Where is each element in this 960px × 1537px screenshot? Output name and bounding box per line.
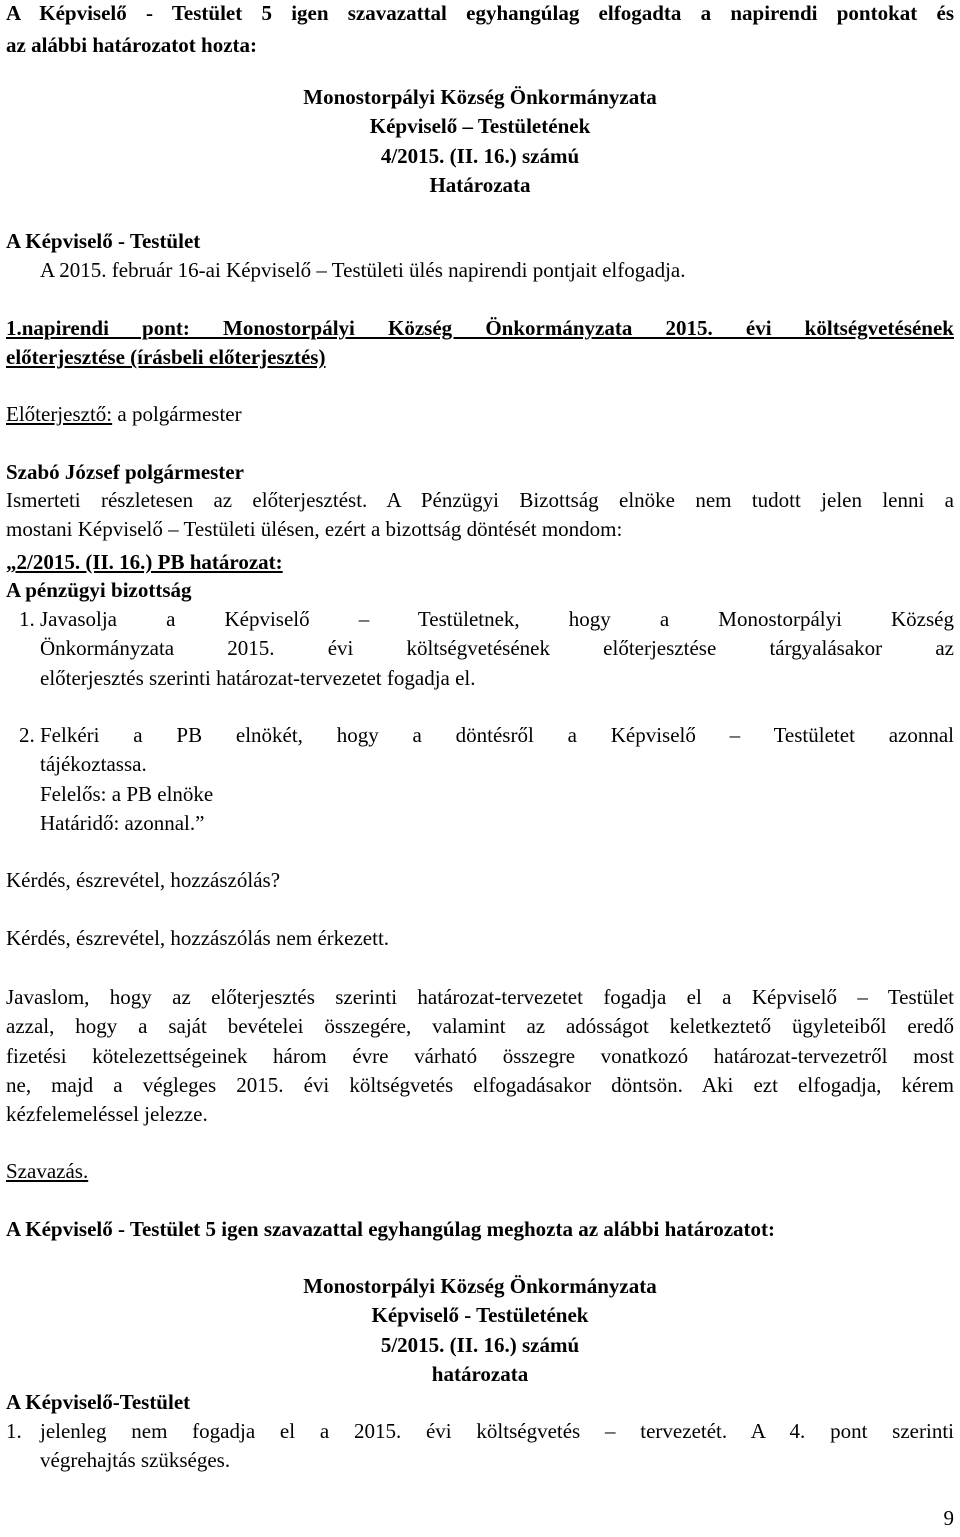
proposal-line-3: fizetési kötelezettségeinek három évre várható összegre vonatkozó határozat-tervezetről most	[6, 1043, 954, 1068]
discussion-none: Kérdés, észrevétel, hozzászólás nem érkezett.	[6, 926, 390, 950]
presenter-line	[6, 401, 954, 427]
resolution-1-heading-1: Monostorpályi Község Önkormányzata	[303, 85, 657, 109]
proposal-line-2: azzal, hogy a saját bevételei összegére, valamint az adósságot keletkeztető ügyleteiből eredő	[6, 1014, 954, 1039]
pb-point-2-line-3: Felelős: a PB elnöke	[40, 781, 214, 806]
pb-resolution-title: „2/2015. (II. 16.) PB határozat:	[6, 550, 283, 574]
resolution-2-heading-1: Monostorpályi Község Önkormányzata	[303, 1274, 657, 1298]
presenter-label: Előterjesztő:	[6, 402, 113, 426]
proposal-line-5: kézfelemeléssel jelezze.	[6, 1102, 208, 1126]
vote-label: Szavazás.	[6, 1159, 89, 1183]
resolution-2-body-title: A Képviselő-Testület	[6, 1390, 191, 1414]
vote-result: A Képviselő - Testület 5 igen szavazattal egyhangúlag meghozta az alábbi határozatot:	[6, 1217, 775, 1241]
resolution-1-body-title: A Képviselő - Testület	[6, 229, 201, 253]
agenda-line-1: 1.napirendi pont: Monostorpályi Község Önkormányzata 2015. évi költségvetésének	[6, 316, 954, 340]
pb-point-2-line-4: Határidő: azonnal.”	[40, 810, 205, 835]
proposal-line-4: ne, majd a végleges 2015. évi költségvetés elfogadásakor döntsön. Aki ezt elfogadja, kérem	[6, 1072, 954, 1097]
pb-point-2-line-1: Felkéri a PB elnökét, hogy a döntésről a Képviselő – Testületet azonnal	[40, 723, 954, 747]
presenter-value: a polgármester	[112, 402, 242, 426]
intro-line-2: az alábbi határozatot hozta:	[6, 33, 258, 58]
agenda-item	[6, 315, 954, 371]
pb-point-2-line-2: tájékoztassa.	[40, 752, 147, 777]
pb-point-1-line-2: Önkormányzata 2015. évi költségvetésének előterjesztése tárgyalásakor az	[40, 636, 954, 661]
speaker-statement	[6, 487, 954, 543]
resolution-1-body-text: A 2015. február 16-ai Képviselő – Testületi ülés napirendi pontjait elfogadja.	[40, 258, 686, 282]
resolution-2-heading	[6, 1273, 954, 1387]
speaker-line-1: Ismerteti részletesen az előterjesztést. A Pénzügyi Bizottság elnöke nem tudott jelen lenni a	[6, 488, 954, 512]
pb-point-2-number: 2.	[19, 723, 35, 747]
resolution-1-heading-3: 4/2015. (II. 16.) számú	[380, 143, 580, 168]
resolution-2-item-line-1: jelenleg nem fogadja el a 2015. évi költségvetés – tervezetét. A 4. pont szerinti	[40, 1419, 954, 1443]
agenda-line-2: előterjesztése (írásbeli előterjesztés)	[6, 345, 326, 370]
resolution-1-heading-2: Képviselő – Testületének	[369, 114, 591, 139]
discussion-question: Kérdés, észrevétel, hozzászólás?	[6, 868, 281, 892]
resolution-2-item-line-2: végrehajtás szükséges.	[40, 1448, 231, 1473]
resolution-2-heading-4: határozata	[431, 1361, 529, 1386]
intro-line-1: A Képviselő - Testület 5 igen szavazattal egyhangúlag elfogadta a napirendi pontokat és	[6, 1, 954, 25]
resolution-2-item-number: 1.	[6, 1419, 22, 1443]
resolution-2-heading-2: Képviselő - Testületének	[371, 1303, 589, 1328]
pb-point-1-line-3: előterjesztés szerinti határozat-tervezetet fogadja el.	[40, 665, 476, 690]
intro-paragraph	[6, 0, 954, 59]
page-number: 9	[943, 1506, 954, 1530]
resolution-1-heading-4: Határozata	[429, 172, 531, 197]
resolution-1-heading	[6, 84, 954, 198]
pb-point-1-line-1: Javasolja a Képviselő – Testületnek, hogy a Monostorpályi Község	[40, 607, 954, 631]
speaker-line-2: mostani Képviselő – Testületi ülésen, ezért a bizottság döntését mondom:	[6, 517, 623, 542]
proposal-paragraph	[6, 984, 954, 1127]
committee-name: A pénzügyi bizottság	[6, 578, 192, 602]
pb-point-1-number: 1.	[19, 607, 35, 631]
speaker-name: Szabó József polgármester	[6, 460, 244, 484]
proposal-line-1: Javaslom, hogy az előterjesztés szerinti határozat-tervezetet fogadja el a Képviselő – Testület	[6, 985, 954, 1009]
resolution-2-heading-3: 5/2015. (II. 16.) számú	[380, 1332, 580, 1357]
